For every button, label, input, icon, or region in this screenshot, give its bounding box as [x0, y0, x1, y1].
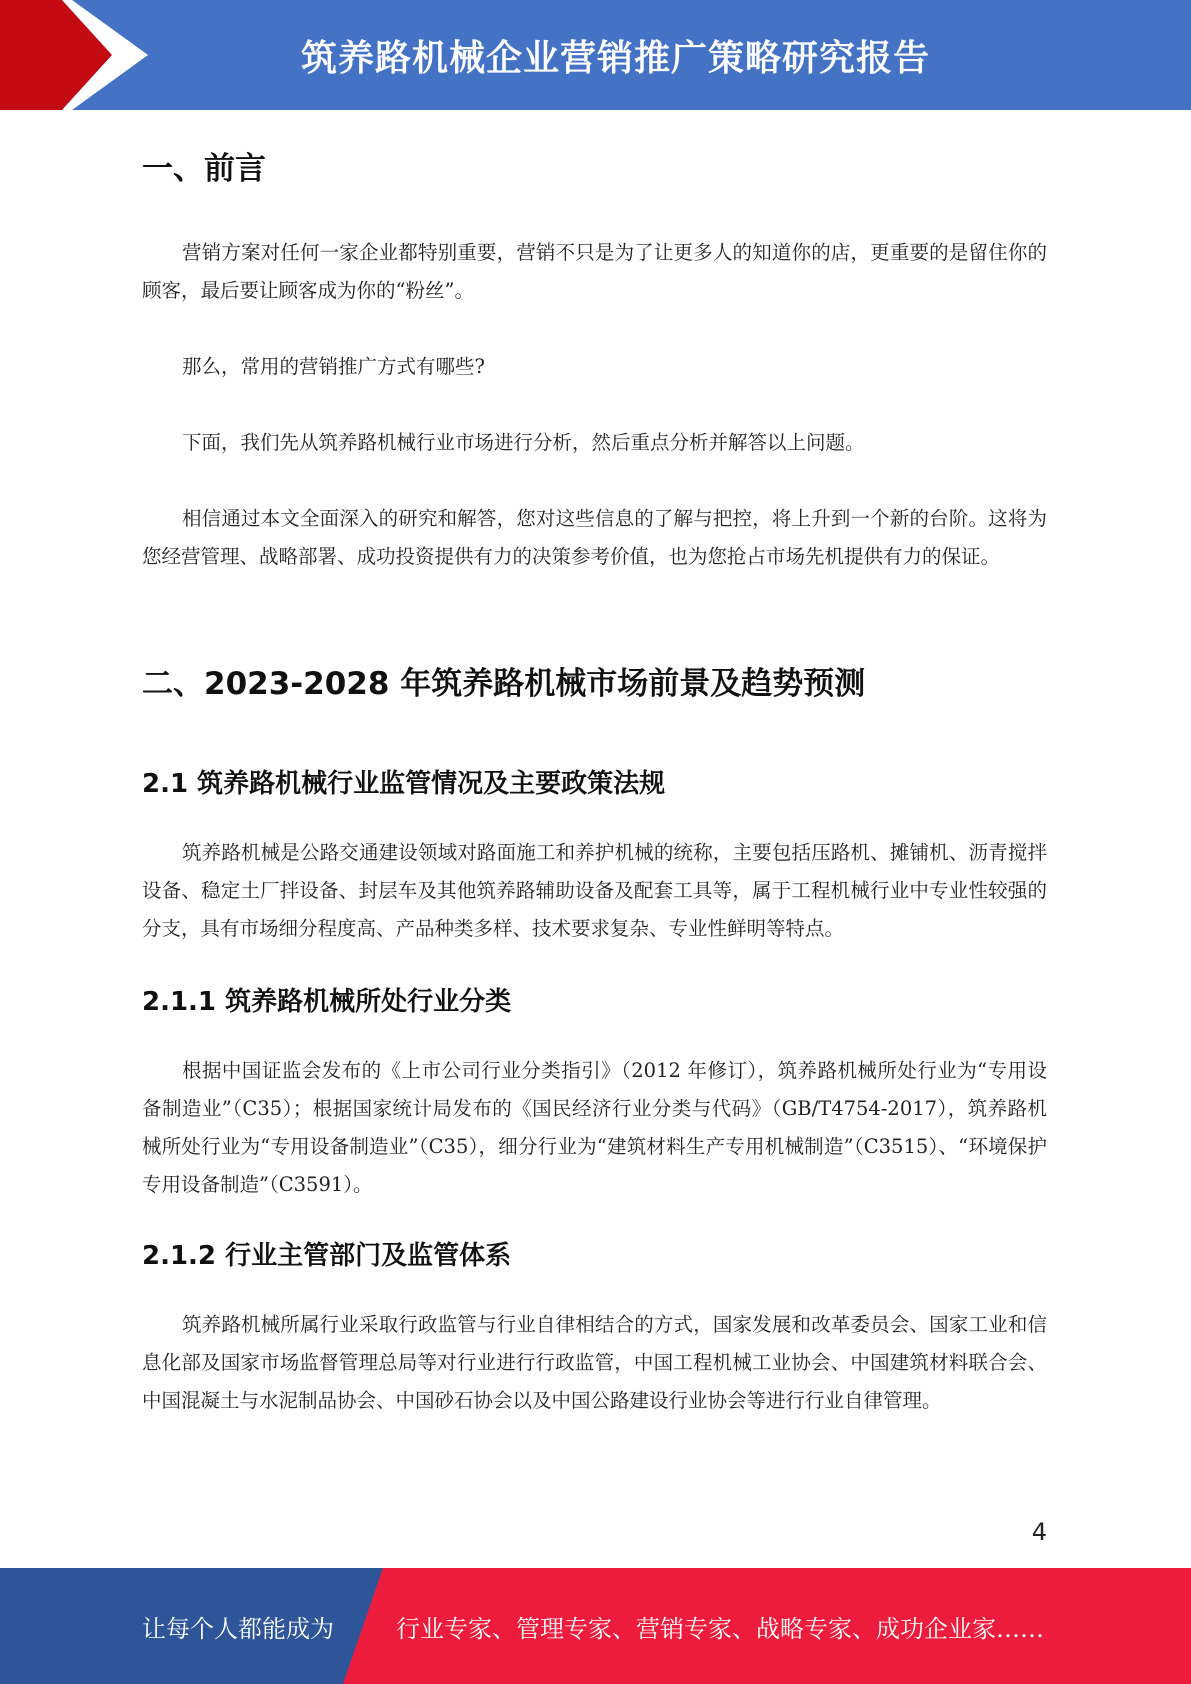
page-number: 4 [1031, 1518, 1047, 1546]
intro-paragraph-2: 那么，常用的营销推广方式有哪些? [182, 355, 485, 378]
section-heading-intro: 一、前言 [142, 151, 266, 187]
footer-banner [0, 1568, 1191, 1684]
subsection-heading-2-1-2: 2.1.2 行业主管部门及监管体系 [142, 1241, 512, 1271]
header-arrow-graphic [0, 0, 160, 110]
subsection-paragraph-2-1-2: 筑养路机械所属行业采取行政监管与行业自律相结合的方式，国家发展和改革委员会、国家工业和信息化部及国家市场监督管理总局等对行业进行行政监管，中国工程机械工业协会、中国建筑材料联合会、中国混凝土与水泥制品协会、中国砂石协会以及中国公路建设行业协会等进行行业自律管理。 [142, 1313, 1047, 1412]
subsection-paragraph-2-1: 筑养路机械是公路交通建设领域对路面施工和养护机械的统称，主要包括压路机、摊铺机、沥青搅拌设备、稳定土厂拌设备、封层车及其他筑养路辅助设备及配套工具等，属于工程机械行业中专业性较强的分支，具有市场细分程度高、产品种类多样、技术要求复杂、专业性鲜明等特点。 [142, 841, 1047, 940]
subsection-paragraph-2-1-1: 根据中国证监会发布的《上市公司行业分类指引》（2012 年修订），筑养路机械所处行业为“专用设备制造业”（C35）；根据国家统计局发布的《国民经济行业分类与代码》（GB/T4754-2017），筑养路机械所处行业为“专用设备制造业”（C35），细分行业为“建筑材料生产专用机械制造”（C3515）、“环境保护专用设备制造”（C3591）。 [142, 1059, 1047, 1196]
report-title: 筑养路机械企业营销推广策略研究报告 [300, 37, 930, 79]
header-banner [0, 0, 1191, 110]
intro-paragraph-4: 相信通过本文全面深入的研究和解答，您对这些信息的了解与把控，将上升到一个新的台阶。这将为您经营管理、战略部署、成功投资提供有力的决策参考价值，也为您抢占市场先机提供有力的保证。 [142, 507, 1047, 568]
intro-paragraph-1: 营销方案对任何一家企业都特别重要，营销不只是为了让更多人的知道你的店，更重要的是留住你的顾客，最后要让顾客成为你的“粉丝”。 [142, 241, 1047, 302]
subsection-heading-2-1: 2.1 筑养路机械行业监管情况及主要政策法规 [142, 769, 666, 799]
footer-slogan-right: 行业专家、管理专家、营销专家、战略专家、成功企业家…… [396, 1614, 1044, 1643]
footer-slogan-left: 让每个人都能成为 [142, 1614, 334, 1643]
section-heading-forecast: 二、2023-2028 年筑养路机械市场前景及趋势预测 [142, 666, 866, 702]
intro-paragraph-3: 下面，我们先从筑养路机械行业市场进行分析，然后重点分析并解答以上问题。 [182, 431, 865, 454]
subsection-heading-2-1-1: 2.1.1 筑养路机械所处行业分类 [142, 987, 512, 1017]
